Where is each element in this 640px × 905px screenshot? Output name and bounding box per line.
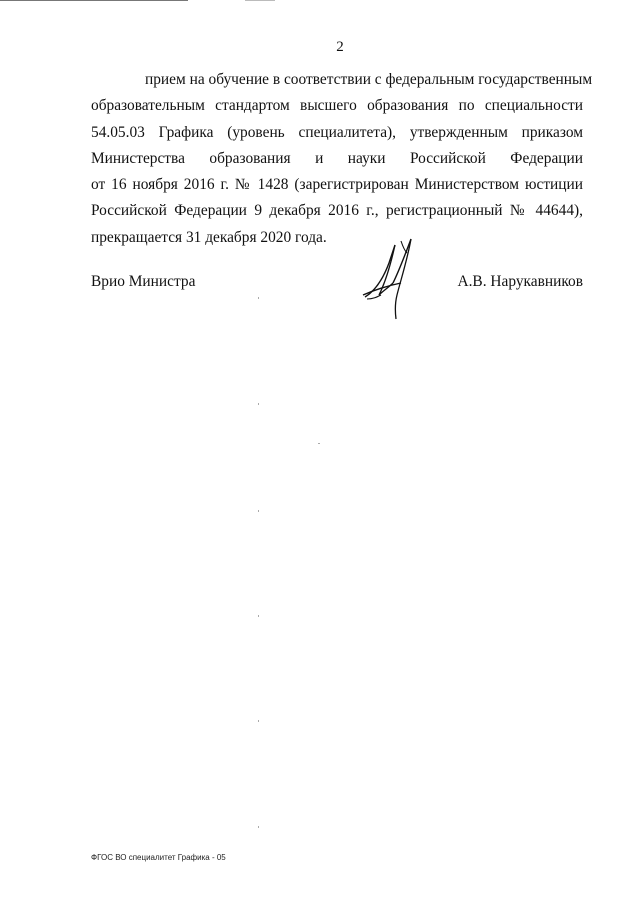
body-line: прекращается 31 декабря 2020 года. (91, 228, 327, 246)
body-line: 54.05.03 Графика (уровень специалитета), утвержденным приказом (91, 123, 583, 141)
scan-speck (318, 443, 320, 444)
scan-speck (258, 826, 259, 828)
page-number: 2 (336, 39, 344, 55)
body-line: Российской Федерации 9 декабря 2016 г., регистрационный № 44644), (91, 202, 583, 220)
scan-speck (258, 297, 259, 299)
footer-note: ФГОС ВО специалитет Графика - 05 (91, 853, 226, 862)
body-paragraph (91, 67, 593, 251)
handwritten-signature (355, 233, 425, 323)
scan-speck (258, 403, 259, 405)
scan-top-rule (0, 0, 188, 1)
scan-speck (258, 720, 259, 722)
body-line: Министерства образования и науки Российской Федерации (91, 149, 583, 167)
scan-speck (258, 615, 259, 617)
body-line: прием на обучение в соответствии с федеральным государственным (145, 71, 593, 88)
signatory-title: Врио Министра (91, 273, 196, 290)
scan-top-mark (245, 0, 275, 1)
scan-speck (258, 510, 259, 512)
body-line: от 16 ноября 2016 г. № 1428 (зарегистрирован Министерством юстиции (91, 176, 583, 194)
body-line: образовательным стандартом высшего образования по специальности (91, 97, 583, 115)
signatory-name: А.В. Нарукавников (457, 273, 583, 290)
